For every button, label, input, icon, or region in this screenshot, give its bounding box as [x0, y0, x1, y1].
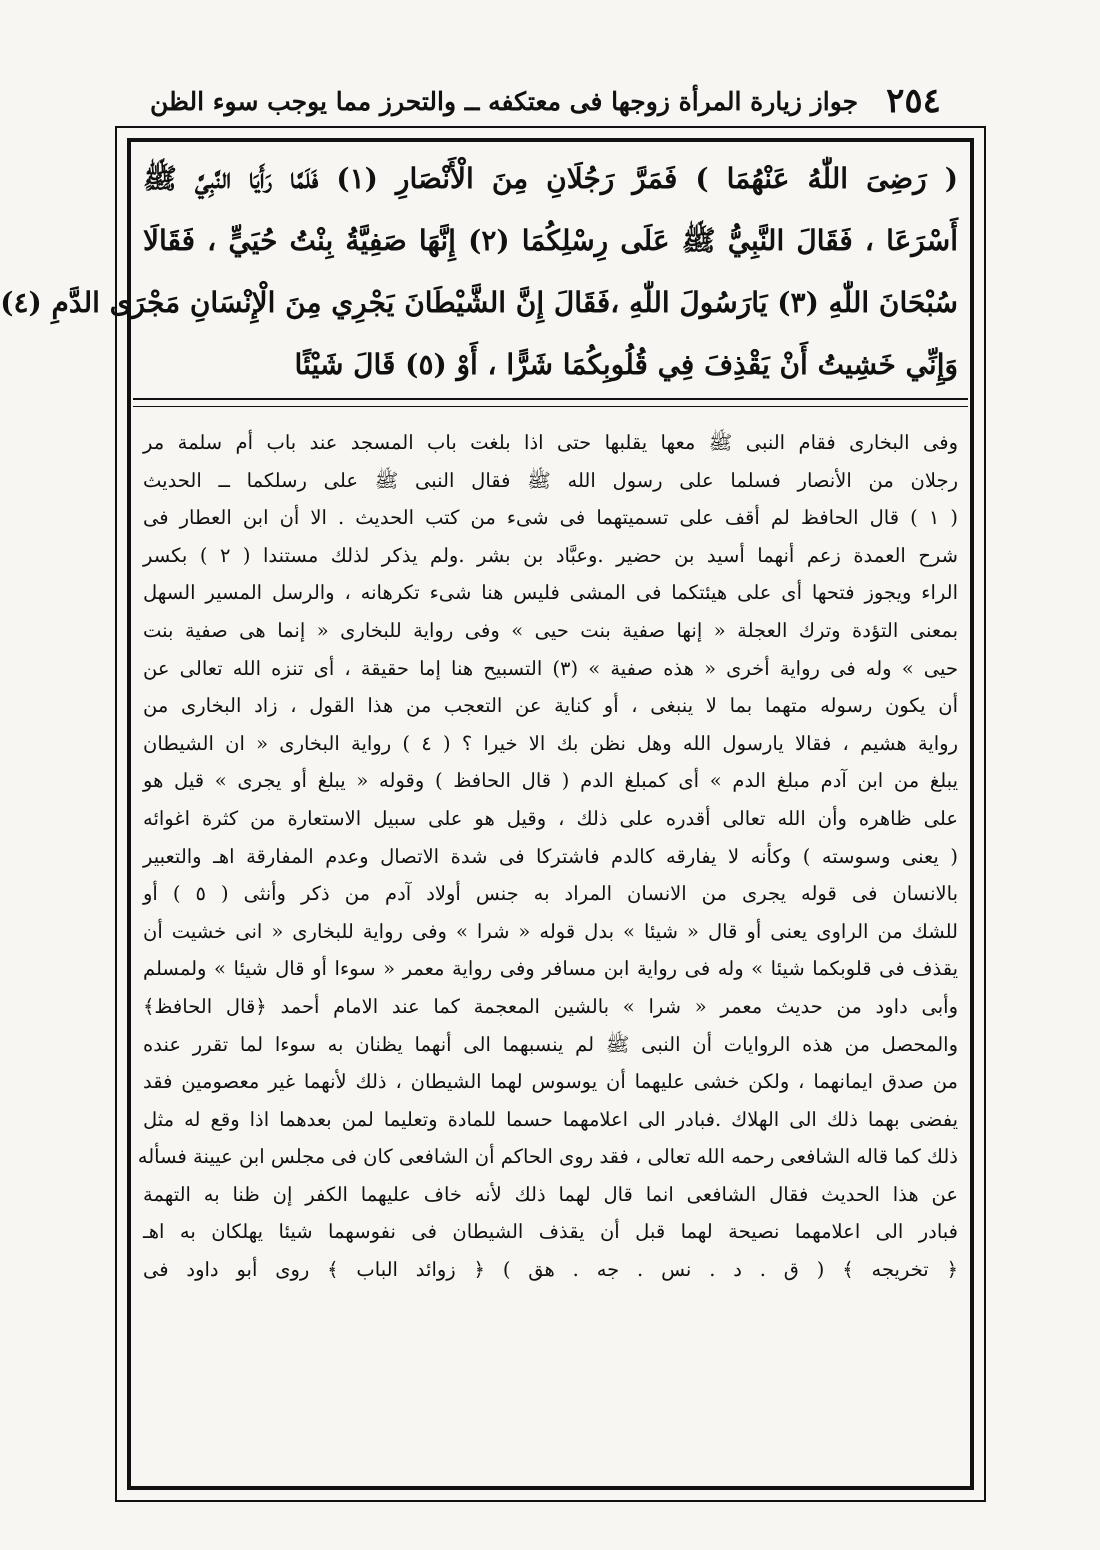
section-divider-thin: [133, 406, 968, 407]
hadith-line: أَسْرَعَا ، فَقَالَ النَّبِيُّ ﷺ عَلَى رِسْلِكُمَا (٢) إِنَّهَا صَفِيَّةُ بِنْتُ حُيَيٍّ ، فَقَالَا: [143, 224, 958, 257]
commentary-line: بالانسان فى قوله يجرى من الانسان المراد به جنس أولاد آدم من ذكر وأنثى ( ٥ ) أو: [143, 882, 958, 906]
commentary-line: بمعنى التؤدة وترك العجلة « إنها صفية بنت حيى » وفى رواية للبخارى « إنما هى صفية بنت: [143, 618, 958, 642]
commentary-line: رواية هشيم ، فقالا يارسول الله وهل نظن بك الا خيرا ؟ ( ٤ ) رواية البخارى « ان الشيطان: [143, 731, 959, 755]
commentary-line: شرح العمدة زعم أنهما أسيد بن حضير .وعبَّاد بن بشر .ولم يذكر لذلك مستندا ( ٢ ) بكسر: [143, 543, 959, 567]
commentary-line: وأبى داود من حديث معمر « شرا » بالشين المعجمة كما عند الامام أحمد ﴿قال الحافظ﴾: [143, 994, 958, 1018]
commentary-line: فبادر الى اعلامهما نصيحة لهما قبل أن يقذف الشيطان فى نفوسهما شيئا يهلكان به اهـ: [143, 1220, 958, 1244]
hadith-text: [0, 148, 958, 396]
commentary-line: ﴿ تخريجه ﴾ ( ق . د . نس . جه . هق ) ﴿ زوائد الباب ﴾ روى أبو داود فى: [143, 1258, 958, 1282]
commentary-line: على ظاهره وأن الله تعالى أقدره على ذلك ، وقيل هو على سبيل الاستعارة من كثرة اغوائه: [143, 806, 958, 830]
hadith-line: سُبْحَانَ اللّٰهِ (٣) يَارَسُولَ اللّٰهِ ،فَقَالَ إِنَّ الشَّيْطَانَ يَجْرِي مِنَ الْإِنْسَانِ مَجْرَى الدَّمِ (٤): [0, 286, 958, 319]
commentary-line: حيى » وله فى رواية أخرى « هذه صفية » (٣) التسبيح هنا إما حقيقة ، أى تنزه الله تعالى عن: [143, 656, 958, 680]
commentary-line: يبلغ من ابن آدم مبلغ الدم » أى كمبلغ الدم ( قال الحافظ ) وقوله « يبلغ أو يجرى » قيل هو: [143, 769, 958, 793]
commentary-line: أن يكون رسوله متهما بما لا ينبغى ، أو كناية عن التعجب من هذا القول ، زاد البخارى من: [143, 694, 958, 718]
commentary-line: والمحصل من هذه الروايات أن النبى ﷺ لم ينسبهما الى أنهما يظنان به سوءا لما تقرر عنده: [143, 1032, 958, 1056]
commentary-line: عن هذا الحديث فقال الشافعى انما قال لهما ذلك لأنه خاف عليهما الكفر إن ظنا به التهمة: [143, 1182, 958, 1206]
commentary-line: من صدق ايمانهما ، ولكن خشى عليهما أن يوسوس لهما الشيطان ، ذلك لأنهما غير معصومين فقد: [143, 1070, 958, 1094]
commentary-line: ( ١ ) قال الحافظ لم أقف على تسميتهما فى شىء من كتب الحديث . الا أن ابن العطار فى: [143, 506, 958, 530]
section-divider: [133, 398, 968, 400]
commentary-line: يفضى بهما ذلك الى الهلاك .فبادر الى اعلامهما حسما للمادة وتعليما لمن بعدهما اذا وقع له مثل: [143, 1107, 958, 1131]
hadith-line: وَإِنِّي خَشِيتُ أَنْ يَقْذِفَ فِي قُلُوبِكُمَا شَرًّا ، أَوْ (٥) قَالَ شَيْئًا: [294, 348, 958, 381]
commentary-line: يقذف فى قلوبكما شيئا » وله فى رواية ابن مسافر وفى رواية معمر « سوءا أو قال شيئا » ولمسلم: [143, 957, 958, 981]
running-title: جواز زيارة المرأة زوجها فى معتكفه ــ والتحرز مما يوجب سوء الظن: [150, 86, 859, 116]
commentary-text: [137, 424, 959, 1289]
page-number: ٢٥٤: [886, 81, 941, 121]
page-header: [150, 80, 980, 122]
commentary-line: الراء ويجوز فتحها أى على هيئتكما فى المشى فليس هنا شىء تكرهانه ، والرسل المسير السهل: [143, 581, 958, 605]
commentary-line: ( يعنى وسوسته ) وكأنه لا يفارقه كالدم فاشتركا فى شدة الاتصال وعدم المفارقة اهـ والتعبير: [143, 844, 958, 868]
commentary-line: ذلك كما قاله الشافعى رحمه الله تعالى ، فقد روى الحاكم أن الشافعى كان فى مجلس ابن عيينة فسأله: [137, 1145, 958, 1169]
commentary-line: رجلان من الأنصار فسلما على رسول الله ﷺ فقال النبى ﷺ على رسلكما ــ الحديث: [143, 468, 958, 492]
hadith-line: ( رَضِىَ اللّٰهُ عَنْهُمَا ) فَمَرَّ رَجُلَانِ مِنَ الْأَنْصَارِ (١) فَلَمَّا رَأَيَا النَّبِيَّ ﷺ: [143, 162, 958, 195]
commentary-line: وفى البخارى فقام النبى ﷺ معها يقلبها حتى اذا بلغت باب المسجد عند باب أم سلمة مر: [143, 431, 958, 454]
commentary-line: للشك من الراوى يعنى أو قال « شيئا » بدل قوله « شرا » وفى رواية للبخارى « انى خشيت أن: [143, 919, 958, 943]
